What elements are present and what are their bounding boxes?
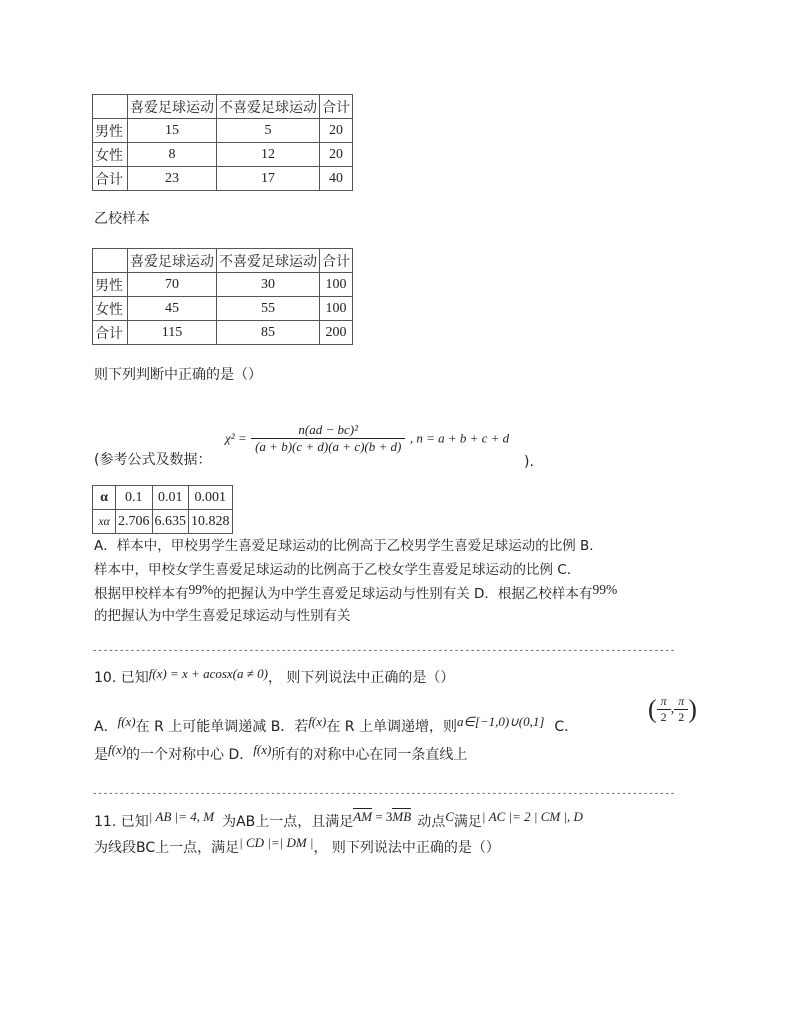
q10-fx: f(x) <box>117 714 136 729</box>
table-cell: 17 <box>217 167 320 191</box>
formula-lhs: χ² = <box>225 430 247 446</box>
q10-function: f(x) = x + acosx(a ≠ 0) <box>148 666 268 681</box>
q11-vector-eq <box>353 809 411 824</box>
table-cell: 0.001 <box>189 486 233 510</box>
table-cell: 5 <box>217 119 320 143</box>
q10-text: A． <box>94 719 118 735</box>
q10-text: 所有的对称中心在同一条直线上 <box>271 747 468 763</box>
q10-fx: f(x) <box>308 714 327 729</box>
table-row <box>93 167 353 191</box>
question10-options-line2 <box>94 742 468 765</box>
table-school-a <box>92 94 353 191</box>
q10-fx: f(x) <box>253 742 272 757</box>
table-header-cell: 喜爱足球运动 <box>128 95 217 119</box>
table-cell: 6.635 <box>152 510 189 534</box>
q11-text: 为线段BC上一点，满足 <box>94 840 240 856</box>
q9-options-line3 <box>94 584 617 604</box>
table-b-title: 乙校样本 <box>94 211 150 227</box>
table-cell: 85 <box>217 321 320 345</box>
table-header-cell: 合计 <box>320 95 353 119</box>
q10-fx: f(x) <box>108 742 127 757</box>
table-cell: 200 <box>320 321 353 345</box>
table-row <box>93 143 353 167</box>
table-cell: α <box>93 486 116 510</box>
q10-text: 是 <box>94 747 108 763</box>
table-header-cell: 不喜爱足球运动 <box>217 95 320 119</box>
row-label: 男性 <box>93 119 128 143</box>
table-cell: 20 <box>320 143 353 167</box>
q10-fraction <box>657 694 671 725</box>
q9-options-line2: 样本中，甲校女学生喜爱足球运动的比例高于乙校女学生喜爱足球运动的比例 C． <box>94 562 581 578</box>
row-label: 合计 <box>93 321 128 345</box>
table-header-row <box>93 95 353 119</box>
q11-eq: = 3 <box>372 809 393 824</box>
table-cell: 115 <box>128 321 217 345</box>
table-cell: 23 <box>128 167 217 191</box>
table-cell: 100 <box>320 273 353 297</box>
question10-options-line1 <box>94 714 579 737</box>
row-label: 女性 <box>93 143 128 167</box>
q9-percent: 99% <box>188 582 214 597</box>
table-cell: 2.706 <box>116 510 153 534</box>
table-cell: 45 <box>128 297 217 321</box>
q11-c: C <box>445 809 454 824</box>
table-row <box>93 510 233 534</box>
q10-text: 在 R 上单调递增，则 <box>326 719 457 735</box>
formula-numerator: n(ad − bc)² <box>251 422 405 439</box>
q11-cd: | CD |=| DM | <box>239 835 314 850</box>
q10-text: C． <box>554 719 579 735</box>
table-cell: 10.828 <box>189 510 233 534</box>
q10-tail: ， 则下列说法中正确的是（） <box>267 670 455 686</box>
formula-denominator: (a + b)(c + d)(a + c)(b + d) <box>255 439 402 454</box>
table-cell: 40 <box>320 167 353 191</box>
table-row <box>93 119 353 143</box>
table-cell: 12 <box>217 143 320 167</box>
table-cell: 8 <box>128 143 217 167</box>
q9-percent: 99% <box>592 582 618 597</box>
chi-square-formula <box>225 422 509 455</box>
q9-text: 根据甲校样本有 <box>94 586 189 602</box>
formula-fraction <box>251 422 405 455</box>
q11-text: ， 则下列说法中正确的是（） <box>313 840 500 856</box>
q11-vec-mb: MB <box>392 809 412 824</box>
critical-value-table <box>92 485 233 534</box>
row-label: 合计 <box>93 167 128 191</box>
q10-number: 10. 已知 <box>94 670 149 686</box>
table-row <box>93 297 353 321</box>
table-cell: 0.1 <box>116 486 153 510</box>
q10-text: 在 R 上可能单调递减 B．若 <box>135 719 309 735</box>
q10-text: 的一个对称中心 D． <box>126 747 254 763</box>
q10-two: 2 <box>678 710 685 724</box>
table-cell: xα <box>93 510 116 534</box>
table-cell: 15 <box>128 119 217 143</box>
q11-ac: | AC |= 2 | CM |, D <box>481 809 583 824</box>
table-cell: 100 <box>320 297 353 321</box>
table-row <box>93 486 233 510</box>
table-cell: 0.01 <box>152 486 189 510</box>
row-label: 女性 <box>93 297 128 321</box>
q11-text: 为AB上一点，且满足 <box>222 814 354 830</box>
table-cell: 30 <box>217 273 320 297</box>
table-row <box>93 321 353 345</box>
q10-pi: π <box>674 694 688 710</box>
formula-close: ). <box>524 454 534 470</box>
table-cell: 70 <box>128 273 217 297</box>
question10-stem <box>94 668 454 688</box>
q11-ab: | AB |= 4, M <box>148 809 215 824</box>
question11-line2 <box>94 835 500 858</box>
table-header-row <box>93 249 353 273</box>
question11-stem <box>94 809 583 832</box>
q10-two: 2 <box>660 710 667 724</box>
q9-options-line4: 的把握认为中学生喜爱足球运动与性别有关 <box>94 608 351 624</box>
separator-line: ------------------------------------------------------------------------------------------------------------ <box>92 646 676 656</box>
q10-center-point: ( $\frac{\pi}{2}$ , $\frac{\pi}{2}$ ) <box>648 694 697 724</box>
table-cell: 55 <box>217 297 320 321</box>
separator-line: ------------------------------------------------------------------------------------------------------------ <box>92 789 676 799</box>
table-cell: 20 <box>320 119 353 143</box>
q11-vec-am: AM <box>353 809 373 824</box>
table-school-b <box>92 248 353 345</box>
table-row <box>93 273 353 297</box>
row-label: 男性 <box>93 273 128 297</box>
question9-prompt: 则下列判断中正确的是（） <box>94 367 262 383</box>
q10-pi: π <box>657 694 671 710</box>
q9-options-line1: A．样本中，甲校男学生喜爱足球运动的比例高于乙校男学生喜爱足球运动的比例 B． <box>94 538 603 554</box>
formula-label: (参考公式及数据： <box>94 452 212 468</box>
q11-number: 11. 已知 <box>94 814 149 830</box>
formula-tail: , n = a + b + c + d <box>409 430 510 446</box>
q10-set: a∈[−1,0)∪(0,1] <box>457 714 545 729</box>
table-header-cell: 不喜爱足球运动 <box>217 249 320 273</box>
table-header-cell: 喜爱足球运动 <box>128 249 217 273</box>
q10-fraction <box>674 694 688 725</box>
q11-text: 满足 <box>453 814 482 830</box>
table-header-cell: 合计 <box>320 249 353 273</box>
q9-text: 的把握认为中学生喜爱足球运动与性别有关 D．根据乙校样本有 <box>213 586 593 602</box>
table-header-cell <box>93 249 128 273</box>
q11-text: 动点 <box>417 814 446 830</box>
table-header-cell <box>93 95 128 119</box>
